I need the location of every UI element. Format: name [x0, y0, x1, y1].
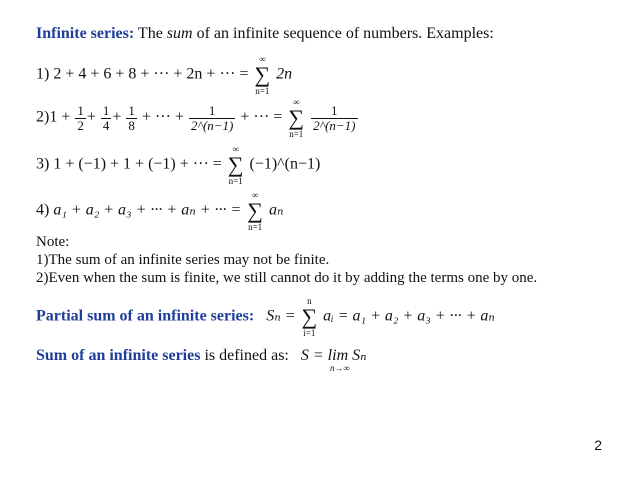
example-3: [36, 144, 320, 186]
partial-sum-lhs: Sₙ =: [266, 307, 296, 325]
partial-sum-top: n: [307, 296, 312, 306]
example-2-lead: 1 +: [49, 108, 71, 126]
example-4-id: 4): [36, 201, 50, 219]
sum-def-text: is defined as:: [204, 347, 289, 364]
sigma-icon: ∑: [227, 152, 244, 177]
example-1-term: 2n: [276, 65, 293, 83]
example-1-sum-bottom: n=1: [255, 86, 270, 96]
partial-sum-label: Partial sum of an infinite series:: [36, 307, 255, 325]
partial-sum-rhs: aᵢ = a₁ + a₂ + a₃ + ··· + aₙ: [323, 307, 495, 325]
example-4-sum-bottom: n=1: [248, 222, 263, 232]
gen-frac-den: 2^(n−1): [190, 117, 234, 133]
example-4: [36, 190, 283, 232]
example-1-sum-top: ∞: [259, 54, 266, 64]
sum-def-label: Sum of an infinite series: [36, 347, 201, 364]
gen-frac-num: 1: [189, 104, 235, 119]
sigma-icon: ∑: [254, 62, 271, 87]
title-line: [36, 25, 494, 43]
example-2-sum-top: ∞: [293, 97, 300, 107]
sigma-icon: ∑: [288, 105, 305, 130]
note-item-2: 2)Even when the sum is finite, we still cannot do it by adding the terms one by one.: [36, 270, 538, 286]
example-1-id: 1): [36, 65, 50, 83]
example-3-lhs: 1 + (−1) + 1 + (−1) + ··· =: [53, 155, 222, 173]
sigma-icon: ∑: [247, 198, 263, 223]
frac-2-den: 4: [102, 117, 110, 133]
frac-1-den: 2: [77, 117, 84, 133]
example-4-sum: [247, 190, 263, 232]
sigma-icon: ∑: [301, 304, 318, 329]
example-2-sum: [288, 97, 304, 139]
sum-def-lim-sub: n→∞: [330, 363, 350, 373]
partial-sum-sum: [301, 296, 317, 338]
example-4-term: aₙ: [268, 201, 284, 219]
example-3-id: 3): [36, 155, 50, 173]
example-3-sum-top: ∞: [232, 144, 239, 154]
title-label: Infinite series:: [36, 25, 135, 42]
term-frac-num: 1: [311, 104, 357, 119]
title-text-after: of an infinite sequence of numbers. Examples:: [196, 25, 494, 42]
example-4-lhs: a₁ + a₂ + a₃ + ··· + aₙ + ··· =: [53, 201, 242, 219]
example-1-sum: [254, 54, 270, 96]
partial-sum-bottom: i=1: [303, 328, 316, 338]
title-emph: sum: [166, 25, 193, 42]
example-3-sum: [228, 144, 244, 186]
example-2-frac-1: [75, 104, 86, 133]
example-2-term-frac: [311, 104, 357, 133]
example-2-tail: + ··· =: [240, 108, 283, 126]
partial-sum-line: [36, 296, 495, 338]
title-text-before: The: [137, 25, 163, 42]
example-4-sum-top: ∞: [251, 190, 259, 200]
example-3-term: (−1)^(n−1): [249, 155, 321, 173]
term-frac-den: 2^(n−1): [313, 117, 356, 133]
note-heading: Note:: [36, 234, 70, 250]
frac-1-num: 1: [77, 102, 84, 118]
example-2-id: 2): [36, 108, 50, 126]
example-2: 2)1 + $\frac{1}{2}$ + $\frac{1}{4}$ + $\frac{1}{8}$ + ··· + $\frac{1}{2\^{}(n-1)}$ + ··· = ∞ ∑ n=1 $\frac{1}{2\^{}(n-1)}$: [36, 97, 356, 139]
page-number: 2: [594, 437, 602, 453]
frac-3-num: 1: [128, 102, 135, 118]
example-2-mid: + ··· +: [141, 108, 184, 126]
example-2-sum-bottom: n=1: [289, 129, 304, 139]
example-2-gen-frac: [189, 104, 235, 133]
note-item-1: 1)The sum of an infinite series may not be finite.: [36, 252, 330, 268]
example-2-frac-3: [126, 104, 137, 133]
sum-definition-line: [36, 345, 367, 373]
example-2-frac-2: [101, 104, 112, 133]
frac-2-num: 1: [102, 102, 110, 118]
example-1: [36, 54, 292, 96]
sum-def-expr: S = lim Sₙ: [300, 347, 367, 364]
example-1-lhs: 2 + 4 + 6 + 8 + ··· + 2n + ··· =: [53, 65, 249, 83]
frac-3-den: 8: [128, 117, 135, 133]
example-3-sum-bottom: n=1: [228, 176, 243, 186]
